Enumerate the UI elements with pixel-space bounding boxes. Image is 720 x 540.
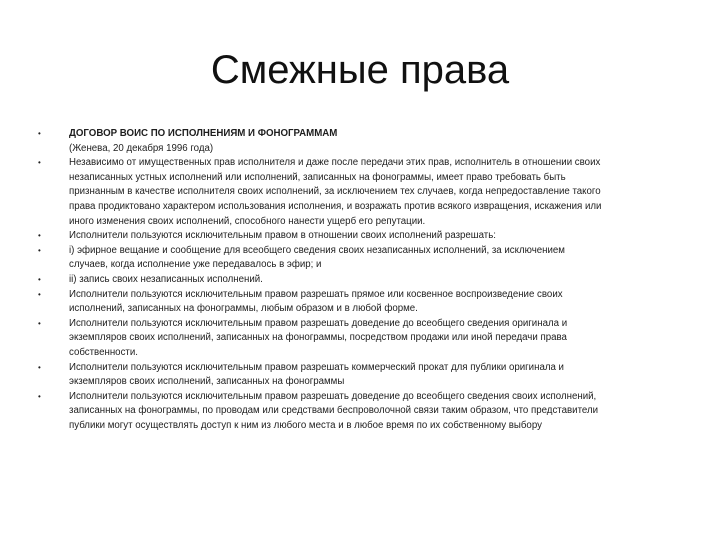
bullet-item: [38, 361, 688, 390]
bullet-marker: •: [38, 274, 41, 284]
bullet-text: [69, 288, 688, 317]
text-line: Исполнители пользуются исключительным правом разрешать доведение до всеобщего сведения оригинала и: [69, 317, 568, 329]
bullet-text: [69, 317, 688, 361]
bullet-marker: •: [38, 245, 41, 255]
bullet-marker: •: [38, 158, 41, 168]
text-line: i) эфирное вещание и сообщение для всеобщего сведения своих незаписанных исполнений, за исключением: [69, 244, 565, 256]
bullet-text: [69, 244, 688, 273]
text-line: Исполнители пользуются исключительным правом в отношении своих исполнений разрешать:: [69, 230, 496, 242]
text-line: иного изменения своих исполнений, способного нанести ущерб его репутации.: [69, 215, 426, 227]
bullet-item: [38, 390, 688, 434]
bullet-item: [38, 273, 688, 288]
bullet-item: [38, 142, 688, 157]
text-line: незаписанных устных исполнений или исполнений, записанных на фонограммы, имеет право требовать быть: [69, 171, 566, 183]
bullet-marker: •: [38, 129, 41, 138]
bullet-text: [69, 361, 688, 390]
bullet-item: [38, 229, 688, 244]
text-line: права продиктовано характером использования исполнения, и возражать против всякого извращения, искажения или: [69, 200, 602, 212]
bullet-text: [69, 273, 688, 288]
text-line: публики могут осуществлять доступ к ним из любого места и в любое время по их собственному выбору: [69, 419, 542, 431]
text-line: (Женева, 20 декабря 1996 года): [69, 142, 214, 154]
text-line: экземпляров своих исполнений, записанных на фонограммы: [69, 376, 345, 388]
text-line: Независимо от имущественных прав исполнителя и даже после передачи этих прав, исполнитель в отношении своих: [69, 157, 601, 169]
text-line: ДОГОВОР ВОИС ПО ИСПОЛНЕНИЯМ И ФОНОГРАММАМ: [69, 128, 338, 139]
bullet-marker: •: [38, 318, 41, 328]
bullet-text: [69, 156, 688, 229]
text-line: экземпляров своих исполнений, записанных на фонограммы, посредством продажи или иной передачи права: [69, 332, 567, 344]
text-line: признанным в качестве исполнителя своих исполнений, за исключением тех случаев, когда непредоставление такого: [69, 186, 601, 198]
text-line: Исполнители пользуются исключительным правом разрешать коммерческий прокат для публики оригинала и: [69, 361, 564, 373]
bullet-marker: •: [38, 231, 41, 241]
text-line: исполнений, записанных на фонограммы, любым образом и в любой форме.: [69, 303, 418, 315]
bullet-text: [69, 390, 688, 434]
bullet-marker: •: [38, 289, 41, 299]
text-line: ii) запись своих незаписанных исполнений.: [69, 273, 263, 285]
bullet-item: [38, 317, 688, 361]
bullet-item: [38, 288, 688, 317]
bullet-marker: •: [38, 362, 41, 372]
text-line: собственности.: [69, 346, 138, 358]
slide-title: Смежные права: [210, 48, 510, 92]
bullet-text: [69, 229, 688, 244]
bullet-item: [38, 244, 688, 273]
bullet-item: [38, 127, 688, 142]
text-line: Исполнители пользуются исключительным правом разрешать прямое или косвенное воспроизведение своих: [69, 288, 563, 300]
text-line: записанных на фонограммы, по проводам или средствами беспроволочной связи таким образом, что представители: [69, 405, 599, 417]
bullet-list: [38, 127, 688, 433]
bullet-marker: •: [38, 391, 41, 401]
bullet-item: [38, 156, 688, 229]
bullet-text: [69, 142, 688, 157]
text-line: Исполнители пользуются исключительным правом разрешать доведение до всеобщего сведения своих исполнений,: [69, 390, 597, 402]
text-line: случаев, когда исполнение уже передавалось в эфир; и: [69, 259, 322, 271]
bullet-text: [69, 127, 688, 142]
